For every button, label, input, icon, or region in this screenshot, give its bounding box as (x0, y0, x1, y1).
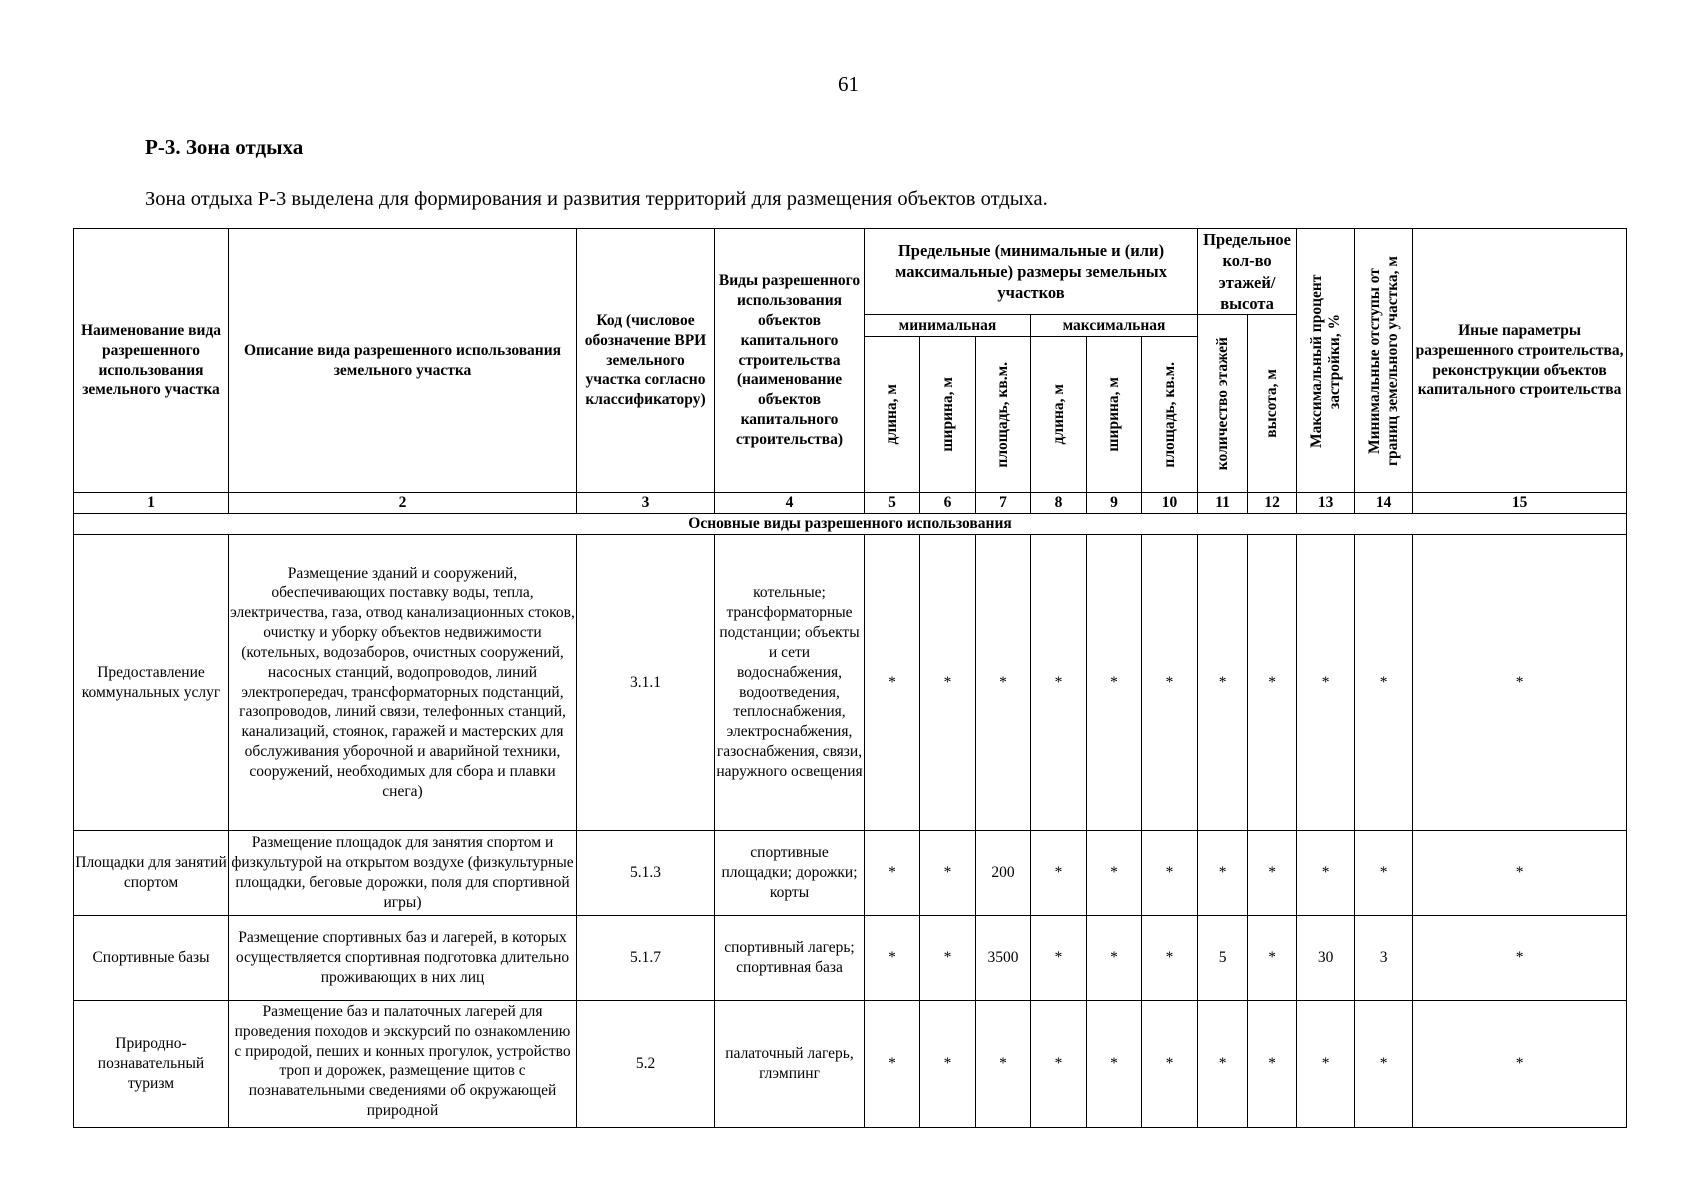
row-name: Природно-познавательный туризм (74, 1001, 229, 1128)
header-min-width: ширина, м (920, 337, 976, 493)
cell-max-width: * (1087, 831, 1142, 916)
cell-other: * (1413, 916, 1627, 1001)
cell-min-area: * (976, 1001, 1031, 1128)
cell-min-length: * (865, 535, 920, 831)
cell-coverage: * (1297, 535, 1355, 831)
header-min-area: площадь, кв.м. (976, 337, 1031, 493)
col-num: 8 (1031, 493, 1087, 514)
row-code: 3.1.1 (577, 535, 715, 831)
header-max-area: площадь, кв.м. (1142, 337, 1198, 493)
col-num: 2 (229, 493, 577, 514)
cell-other: * (1413, 1001, 1627, 1128)
cell-min-width: * (920, 916, 976, 1001)
row-objects: спортивные площадки; дорожки; корты (715, 831, 865, 916)
cell-max-width: * (1087, 535, 1142, 831)
table-row (74, 535, 1627, 831)
row-code: 5.1.3 (577, 831, 715, 916)
header-min: минимальная (865, 315, 1031, 337)
col-num: 15 (1413, 493, 1627, 514)
cell-min-area: 200 (976, 831, 1031, 916)
header-objects: Виды разрешенного использования объектов капитального строительства (наименование объектов капитального строительства) (715, 229, 865, 493)
col-num: 5 (865, 493, 920, 514)
cell-setback: * (1355, 535, 1413, 831)
cell-height: * (1248, 916, 1297, 1001)
row-name: Спортивные базы (74, 916, 229, 1001)
header-floors: количество этажей (1198, 315, 1248, 493)
col-num: 13 (1297, 493, 1355, 514)
cell-height: * (1248, 535, 1297, 831)
cell-coverage: * (1297, 1001, 1355, 1128)
column-number-row (74, 493, 1627, 514)
col-num: 12 (1248, 493, 1297, 514)
cell-floors: 5 (1198, 916, 1248, 1001)
cell-max-width: * (1087, 1001, 1142, 1128)
cell-min-length: * (865, 1001, 920, 1128)
col-num: 7 (976, 493, 1031, 514)
cell-min-width: * (920, 1001, 976, 1128)
cell-height: * (1248, 1001, 1297, 1128)
intro-paragraph: Зона отдыха Р-3 выделена для формирования и развития территорий для размещения объектов отдыха. (145, 188, 1048, 210)
header-other-params: Иные параметры разрешенного строительства, реконструкции объектов капитального строительства (1413, 229, 1627, 493)
cell-coverage: * (1297, 831, 1355, 916)
cell-setback: 3 (1355, 916, 1413, 1001)
col-num: 1 (74, 493, 229, 514)
table-row (74, 1001, 1627, 1128)
section-title: Р-3. Зона отдыха (145, 135, 304, 159)
cell-min-area: 3500 (976, 916, 1031, 1001)
col-num: 11 (1198, 493, 1248, 514)
cell-min-length: * (865, 916, 920, 1001)
col-num: 14 (1355, 493, 1413, 514)
header-description: Описание вида разрешенного использования земельного участка (229, 229, 577, 493)
table-row (74, 916, 1627, 1001)
header-max-length: длина, м (1031, 337, 1087, 493)
cell-floors: * (1198, 1001, 1248, 1128)
col-num: 9 (1087, 493, 1142, 514)
header-name: Наименование вида разрешенного использования земельного участка (74, 229, 229, 493)
col-num: 6 (920, 493, 976, 514)
cell-max-length: * (1031, 916, 1087, 1001)
cell-setback: * (1355, 1001, 1413, 1128)
cell-other: * (1413, 535, 1627, 831)
table-row (74, 831, 1627, 916)
cell-max-area: * (1142, 916, 1198, 1001)
cell-max-area: * (1142, 831, 1198, 916)
row-description: Размещение баз и палаточных лагерей для проведения походов и экскурсий по ознакомлению с природой, пеших и конных прогулок, устройство троп и дорожек, размещение щитов с познавательными сведениями об окружающей природной (229, 1001, 577, 1128)
cell-min-width: * (920, 831, 976, 916)
header-min-length: длина, м (865, 337, 920, 493)
cell-height: * (1248, 831, 1297, 916)
cell-max-area: * (1142, 1001, 1198, 1128)
row-name: Площадки для занятий спортом (74, 831, 229, 916)
page-number: 61 (838, 72, 859, 96)
header-floors-group: Предельное кол-во этажей/ высота (1198, 229, 1297, 315)
cell-min-length: * (865, 831, 920, 916)
row-code: 5.1.7 (577, 916, 715, 1001)
header-setback: Минимальные отступы от границ земельного участка, м (1355, 229, 1413, 493)
header-plot-limits: Предельные (минимальные и (или) максимальные) размеры земельных участков (865, 229, 1198, 315)
row-objects: спортивный лагерь; спортивная база (715, 916, 865, 1001)
row-code: 5.2 (577, 1001, 715, 1128)
header-code: Код (числовое обозначение ВРИ земельного участка согласно классификатору) (577, 229, 715, 493)
header-max: максимальная (1031, 315, 1198, 337)
cell-other: * (1413, 831, 1627, 916)
cell-setback: * (1355, 831, 1413, 916)
cell-floors: * (1198, 535, 1248, 831)
cell-floors: * (1198, 831, 1248, 916)
row-objects: котельные; трансформаторные подстанции; объекты и сети водоснабжения, водоотведения, теплоснабжения, электроснабжения, газоснабжения, связи, наружного освещения (715, 535, 865, 831)
col-num: 4 (715, 493, 865, 514)
cell-min-width: * (920, 535, 976, 831)
row-description: Размещение площадок для занятия спортом и физкультурой на открытом воздухе (физкультурные площадки, беговые дорожки, поля для спортивной игры) (229, 831, 577, 916)
row-description: Размещение зданий и сооружений, обеспечивающих поставку воды, тепла, электричества, газа, отвод канализационных стоков, очистку и уборку объектов недвижимости (котельных, водозаборов, очистных сооружений, насосных станций, водопроводов, линий электропередач, трансформаторных подстанций, газопроводов, линий связи, телефонных станций, канализаций, стоянок, гаражей и мастерских для обслуживания уборочной и аварийной техники, сооружений, необходимых для сбора и плавки снега) (229, 535, 577, 831)
zone-parameters-table (73, 228, 1627, 1128)
cell-max-length: * (1031, 535, 1087, 831)
row-objects: палаточный лагерь, глэмпинг (715, 1001, 865, 1128)
cell-coverage: 30 (1297, 916, 1355, 1001)
cell-max-length: * (1031, 1001, 1087, 1128)
row-name: Предоставление коммунальных услуг (74, 535, 229, 831)
group-title: Основные виды разрешенного использования (74, 514, 1627, 535)
cell-max-area: * (1142, 535, 1198, 831)
header-height: высота, м (1248, 315, 1297, 493)
col-num: 10 (1142, 493, 1198, 514)
cell-max-length: * (1031, 831, 1087, 916)
header-coverage: Максимальный процент застройки, % (1297, 229, 1355, 493)
cell-max-width: * (1087, 916, 1142, 1001)
row-description: Размещение спортивных баз и лагерей, в которых осуществляется спортивная подготовка длительно проживающих в них лиц (229, 916, 577, 1001)
cell-min-area: * (976, 535, 1031, 831)
col-num: 3 (577, 493, 715, 514)
header-max-width: ширина, м (1087, 337, 1142, 493)
